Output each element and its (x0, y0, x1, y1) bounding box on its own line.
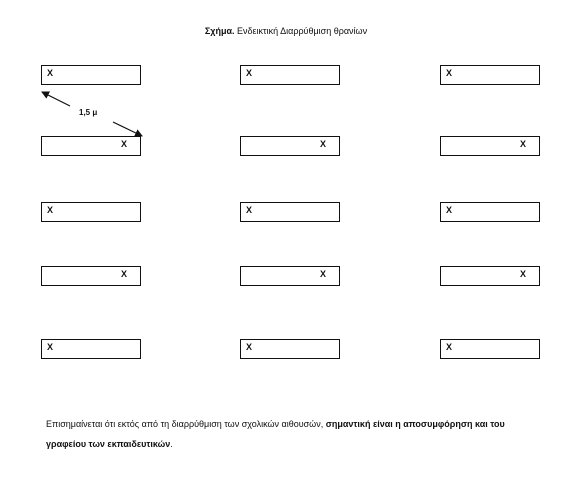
desk (440, 266, 540, 286)
note-text: Επισημαίνεται ότι εκτός από τη διαρρύθμιση των σχολικών αιθουσών, (46, 419, 326, 429)
desk (41, 339, 141, 359)
distance-arrow-left (42, 92, 70, 106)
desk (240, 339, 340, 359)
desk-mark: X (246, 68, 253, 78)
desk (240, 266, 340, 286)
desk (440, 65, 540, 85)
desk (41, 65, 141, 85)
desk-mark: X (120, 269, 127, 279)
desk-mark: X (446, 342, 453, 352)
footer-note (46, 414, 546, 454)
desk (240, 65, 340, 85)
desk-mark: X (47, 205, 54, 215)
caption-label: Σχήμα. (204, 26, 235, 36)
desk (440, 339, 540, 359)
desk-mark: X (446, 205, 453, 215)
diagram-caption (0, 25, 572, 37)
distance-label: 1,5 μ (79, 108, 98, 117)
desk-mark: X (446, 68, 453, 78)
desk-mark: X (246, 342, 253, 352)
distance-arrow-right (113, 122, 142, 136)
desk (41, 136, 141, 156)
desk-mark: X (319, 269, 326, 279)
desk-mark: X (519, 139, 526, 149)
desk (440, 136, 540, 156)
desk-mark: X (120, 139, 127, 149)
desk (440, 202, 540, 222)
desk (240, 202, 340, 222)
desk-mark: X (319, 139, 326, 149)
desk (41, 202, 141, 222)
note-emphasis: σημαντική είναι η αποσυμφόρηση και του γραφείου των εκπαιδευτικών (46, 419, 505, 449)
desk-mark: X (47, 68, 54, 78)
caption-text: Ενδεικτική Διαρρύθμιση θρανίων (234, 26, 368, 36)
desk (41, 266, 141, 286)
desk (240, 136, 340, 156)
desk-mark: X (519, 269, 526, 279)
note-end: . (170, 439, 173, 449)
desk-mark: X (246, 205, 253, 215)
desk-mark: X (47, 342, 54, 352)
